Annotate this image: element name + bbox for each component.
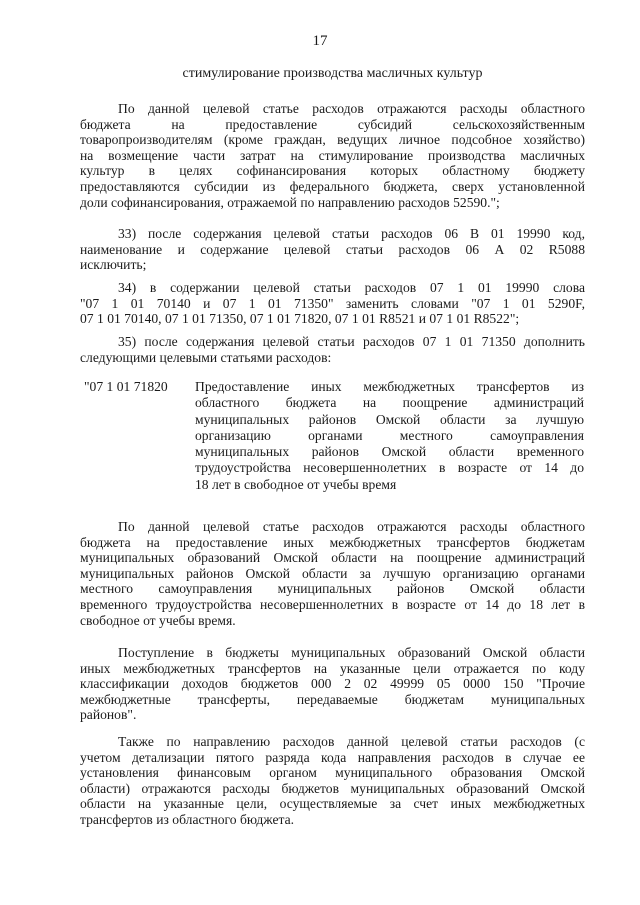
paragraph-1 [80,101,585,210]
text-line: доли софинансирования, отражаемой по направлению расходов 52590."; [80,194,500,210]
text-line: Также по направлению расходов данной целевой статьи расходов (с [118,734,585,749]
budget-code: "07 1 01 71820 [84,379,168,394]
text-line: По данной целевой статье расходов отражаются расходы областного [118,101,585,116]
text-line: "07 1 01 70140 и 07 1 01 71350" заменить словами "07 1 01 5290F, [80,295,585,311]
item-33 [80,226,585,273]
text-line: трудоустройства несовершеннолетних в возрасте от 14 до [195,460,584,476]
item-35 [80,334,585,365]
text-line: 35) после содержания целевой статьи расходов 07 1 01 71350 дополнить [118,334,585,349]
text-line: бюджета на предоставление иных межбюджетных трансфертов бюджетам [80,534,585,550]
text-line: наименование и содержание целевой статьи расходов 06 А 02 R5088 [80,241,585,257]
text-line: иных межбюджетных трансфертов на указанные цели отражается по коду [80,660,585,676]
text-line: области на указанные цели, осуществляемые за счет иных межбюджетных [80,796,585,812]
page-number: 17 [312,33,328,49]
text-line: муниципальных районов Омской области за лучшую организацию органами [80,565,585,581]
text-line: культур в целях софинансирования которых областному бюджету [80,163,585,179]
text-line: организацию органами местного самоуправления [195,427,584,443]
text-line: временного трудоустройства несовершеннолетних в возрасте от 14 до 18 лет в [80,596,585,612]
text-line: исключить; [80,257,147,273]
text-line: межбюджетные трансферты, передаваемые бюджетам муниципальных [80,691,585,707]
text-line: 18 лет в свободное от учебы время [195,476,397,492]
paragraph-2 [80,519,585,628]
paragraph-3 [80,645,585,723]
text-line: классификации доходов бюджетов 000 2 02 49999 05 0000 150 "Прочие [80,676,585,692]
text-line: следующими целевыми статьями расходов: [80,349,332,365]
text-line: Поступление в бюджеты муниципальных образований Омской области [118,645,585,660]
paragraph-4 [80,734,585,828]
code-description [195,379,584,493]
text-line: районов". [80,707,137,723]
text-line: муниципальных образований Омской области на поощрение администраций [80,550,585,566]
item-34 [80,280,585,327]
text-line: товаропроизводителям (кроме граждан, ведущих личное подсобное хозяйство) [80,132,585,148]
text-line: местного самоуправления муниципальных районов Омской области [80,581,585,597]
text-line: 07 1 01 70140, 07 1 01 71350, 07 1 01 71820, 07 1 01 R8521 и 07 1 01 R8522"; [80,311,520,327]
text-line: муниципальных районов Омской области за лучшую [195,411,584,427]
text-line: установления финансовым органом муниципального образования Омской [80,765,585,781]
text-line: бюджета на предоставление субсидий сельскохозяйственным [80,116,585,132]
text-line: на возмещение части затрат на стимулирование производства масличных [80,147,585,163]
text-line: предоставляются субсидии из федерального бюджета, сверх установленной [80,178,585,194]
text-line: По данной целевой статье расходов отражаются расходы областного [118,519,585,534]
text-line: учетом детализации пятого разряда кода направления расходов в случае ее [80,749,585,765]
text-line: свободное от учебы время. [80,612,236,628]
text-line: 33) после содержания целевой статьи расходов 06 В 01 19990 код, [118,226,585,241]
text-line: области) отражаются расходы бюджетов муниципальных образований Омской [80,780,585,796]
text-line: трансфертов из областного бюджета. [80,811,295,827]
text-line: Предоставление иных межбюджетных трансфертов из [195,379,584,394]
text-line: муниципальных районов Омской области временного [195,444,584,460]
section-heading: стимулирование производства масличных культур [182,66,483,81]
text-line: 34) в содержании целевой статьи расходов 07 1 01 19990 слова [118,280,585,295]
text-line: областного бюджета на поощрение администраций [195,395,584,411]
